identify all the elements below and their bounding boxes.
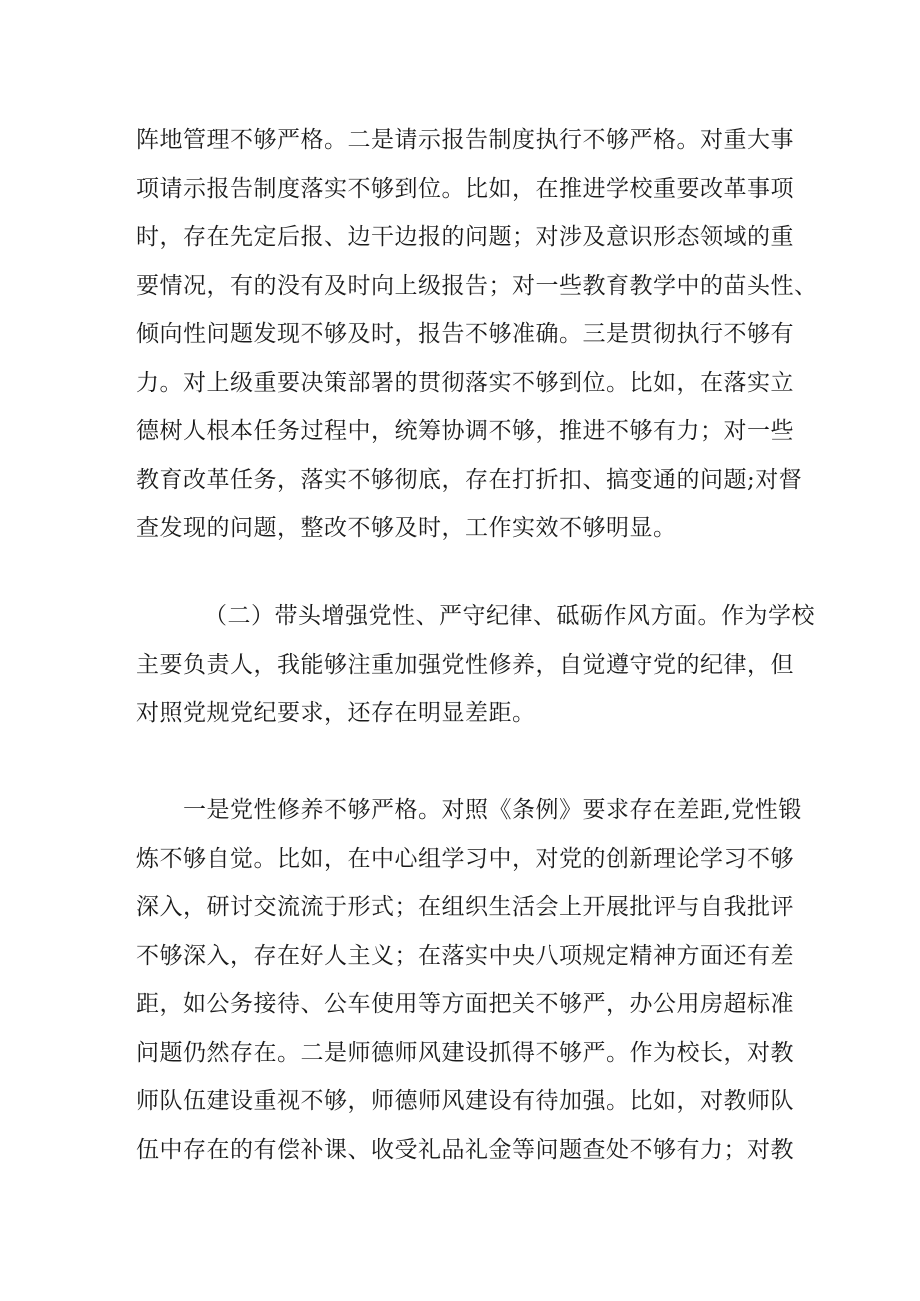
text-line: 项请示报告制度落实不够到位。比如，在推进学校重要改革事项 (136, 175, 794, 202)
text-line: 对照党规党纪要求，还存在明显差距。 (136, 700, 536, 726)
text-line: 深入，研讨交流流于形式；在组织生活会上开展批评与自我批评 (136, 894, 794, 920)
paragraph-1 (136, 116, 818, 553)
text-line: 教育改革任务，落实不够彻底，存在打折扣、搞变通的问题;对督 (136, 466, 803, 493)
text-line: 倾向性问题发现不够及时，报告不够准确。三是贯彻执行不够有 (136, 321, 794, 347)
text-line: 问题仍然存在。二是师德师风建设抓得不够严。作为校长，对教 (136, 1039, 794, 1066)
paragraph-2 (136, 592, 815, 738)
text-line: 炼不够自觉。比如，在中心组学习中，对党的创新理论学习不够 (136, 845, 794, 872)
text-line: 不够深入，存在好人主义；在落实中央八项规定精神方面还有差 (136, 942, 794, 969)
text-line: 要情况，有的没有及时向上级报告；对一些教育教学中的苗头性、 (136, 272, 818, 299)
text-line: 时，存在先定后报、边干边报的问题；对涉及意识形态领域的重 (136, 224, 794, 250)
text-line: 师队伍建设重视不够，师德师风建设有待加强。比如，对教师队 (136, 1088, 794, 1114)
paragraph-3 (136, 786, 802, 1174)
text-line: 伍中存在的有偿补课、收受礼品礼金等问题查处不够有力；对教 (136, 1136, 794, 1163)
text-line: 阵地管理不够严格。二是请示报告制度执行不够严格。对重大事 (136, 127, 794, 153)
text-line: 一是党性修养不够严格。对照《条例》要求存在差距,党性锻 (183, 797, 802, 823)
text-line: 查发现的问题，整改不够及时，工作实效不够明显。 (136, 515, 677, 541)
text-line: 德树人根本任务过程中，统筹协调不够，推进不够有力；对一些 (136, 418, 794, 444)
text-line: 力。对上级重要决策部署的贯彻落实不够到位。比如，在落实立 (136, 369, 794, 396)
text-line: 距，如公务接待、公车使用等方面把关不够严，办公用房超标准 (136, 991, 794, 1017)
text-line: 主要负责人，我能够注重加强党性修养，自觉遵守党的纪律，但 (136, 651, 794, 678)
section-heading-line: （二）带头增强党性、严守纪律、砥砺作风方面。作为学校 (204, 603, 815, 629)
